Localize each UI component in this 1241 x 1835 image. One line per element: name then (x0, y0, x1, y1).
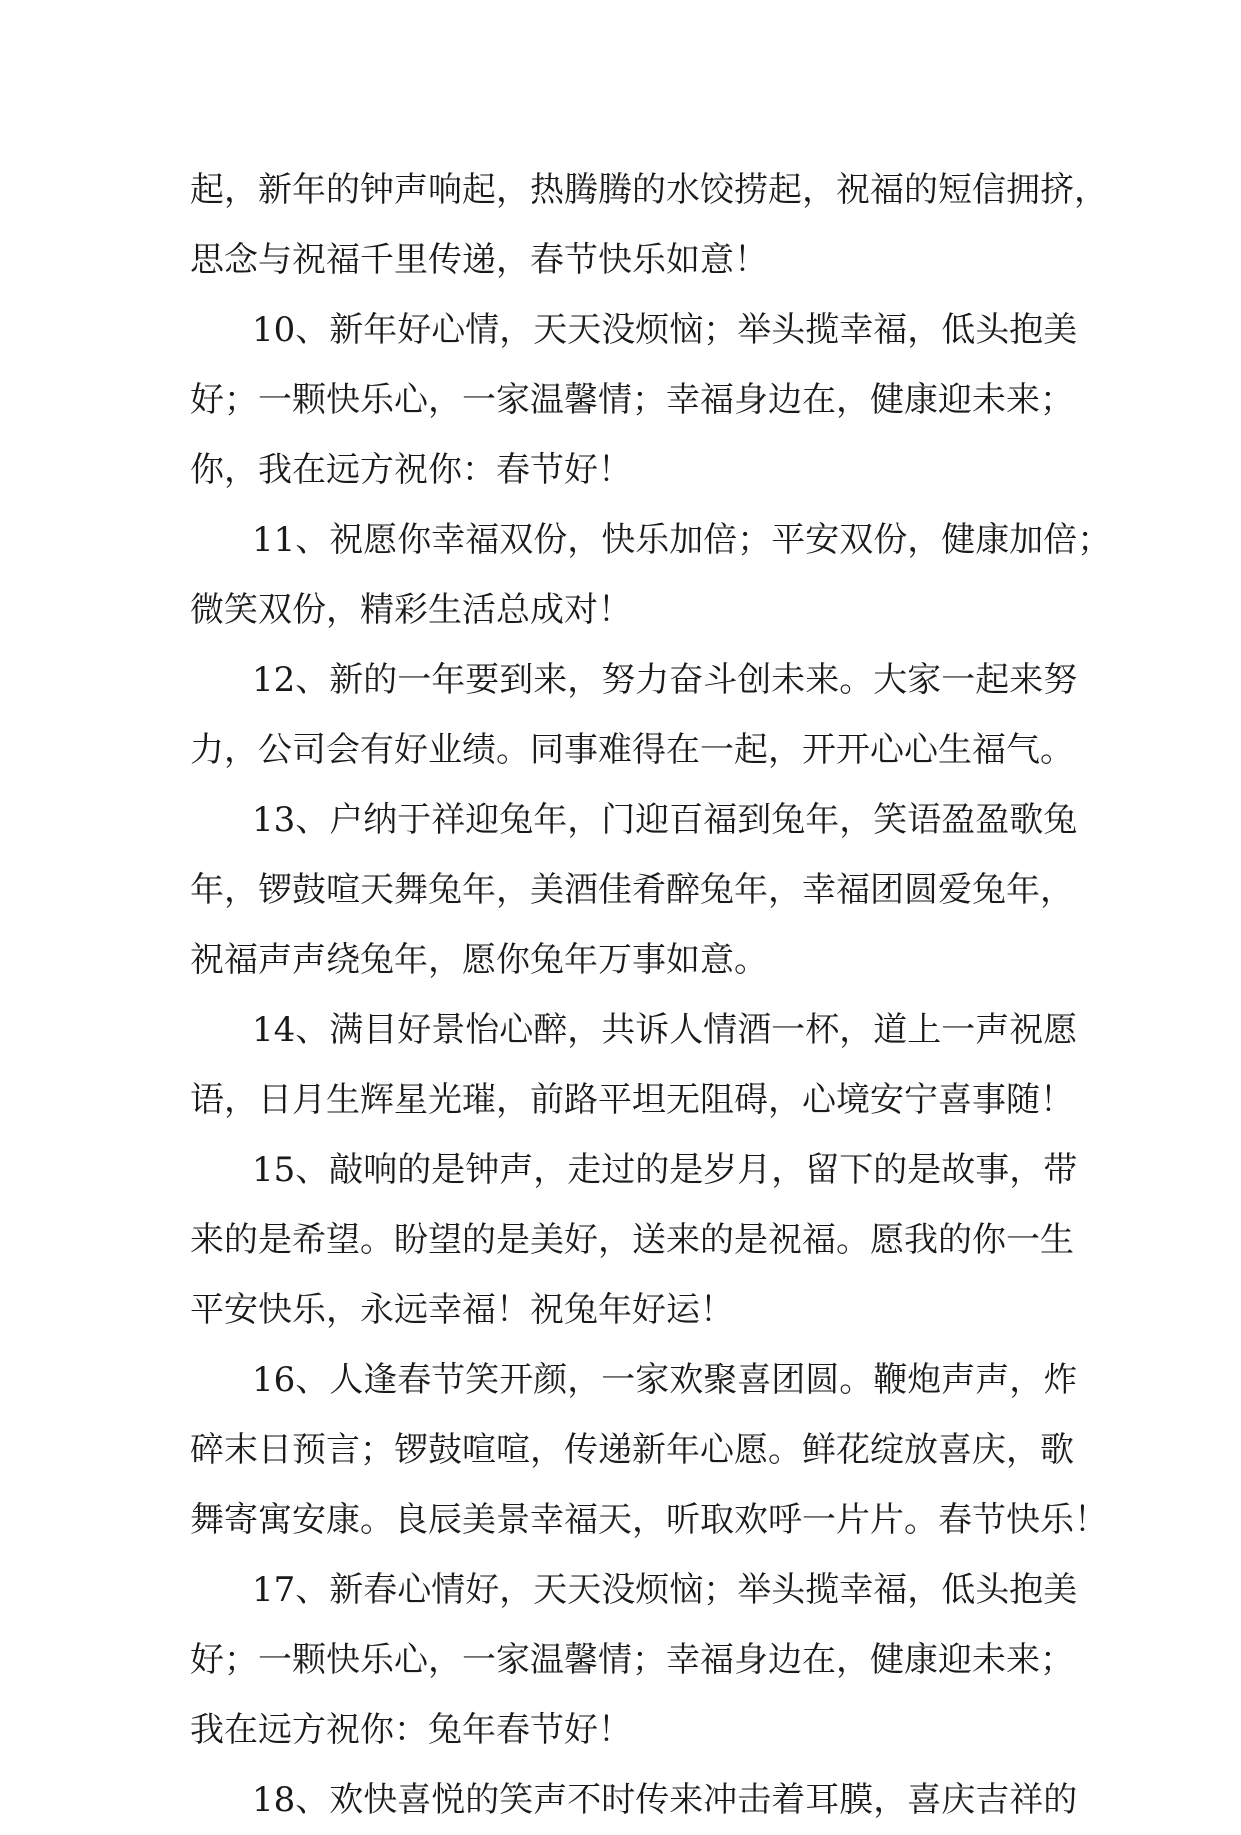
text-line: 13、户纳于祥迎兔年，门迎百福到兔年，笑语盈盈歌兔 (252, 800, 1078, 840)
text-line: 微笑双份，精彩生活总成对！ (190, 590, 632, 630)
text-line: 祝福声声绕兔年，愿你兔年万事如意。 (190, 940, 768, 980)
text-line: 好；一颗快乐心，一家温馨情；幸福身边在，健康迎未来； (190, 1640, 1074, 1680)
text-line: 你，我在远方祝你：春节好！ (190, 450, 632, 490)
text-line: 力，公司会有好业绩。同事难得在一起，开开心心生福气。 (190, 730, 1074, 770)
text-line: 语，日月生辉星光璀，前路平坦无阻碍，心境安宁喜事随！ (190, 1080, 1074, 1120)
document-body (190, 155, 1112, 1835)
text-line: 年，锣鼓喧天舞兔年，美酒佳肴醉兔年，幸福团圆爱兔年， (190, 870, 1074, 910)
text-line: 10、新年好心情，天天没烦恼；举头揽幸福，低头抱美 (252, 310, 1078, 350)
text-line: 来的是希望。盼望的是美好，送来的是祝福。愿我的你一生 (190, 1220, 1074, 1260)
text-line: 思念与祝福千里传递，春节快乐如意！ (190, 240, 768, 280)
text-line: 舞寄寓安康。良辰美景幸福天，听取欢呼一片片。春节快乐！ (190, 1500, 1108, 1540)
text-line: 14、满目好景怡心醉，共诉人情酒一杯，道上一声祝愿 (252, 1010, 1078, 1050)
text-line: 18、欢快喜悦的笑声不时传来冲击着耳膜，喜庆吉祥的 (252, 1780, 1078, 1820)
text-line: 我在远方祝你：兔年春节好！ (190, 1710, 632, 1750)
text-line: 起，新年的钟声响起，热腾腾的水饺捞起，祝福的短信拥挤， (190, 170, 1108, 210)
text-line: 17、新春心情好，天天没烦恼；举头揽幸福，低头抱美 (252, 1570, 1078, 1610)
text-line: 15、敲响的是钟声，走过的是岁月，留下的是故事，带 (252, 1150, 1078, 1190)
text-line: 12、新的一年要到来，努力奋斗创未来。大家一起来努 (252, 660, 1078, 700)
text-line: 16、人逢春节笑开颜，一家欢聚喜团圆。鞭炮声声，炸 (252, 1360, 1078, 1400)
text-line: 碎末日预言；锣鼓喧喧，传递新年心愿。鲜花绽放喜庆，歌 (190, 1430, 1074, 1470)
text-line: 好；一颗快乐心，一家温馨情；幸福身边在，健康迎未来； (190, 380, 1074, 420)
text-line: 平安快乐，永远幸福！祝兔年好运！ (190, 1290, 734, 1330)
text-line: 11、祝愿你幸福双份，快乐加倍；平安双份，健康加倍； (252, 520, 1112, 560)
